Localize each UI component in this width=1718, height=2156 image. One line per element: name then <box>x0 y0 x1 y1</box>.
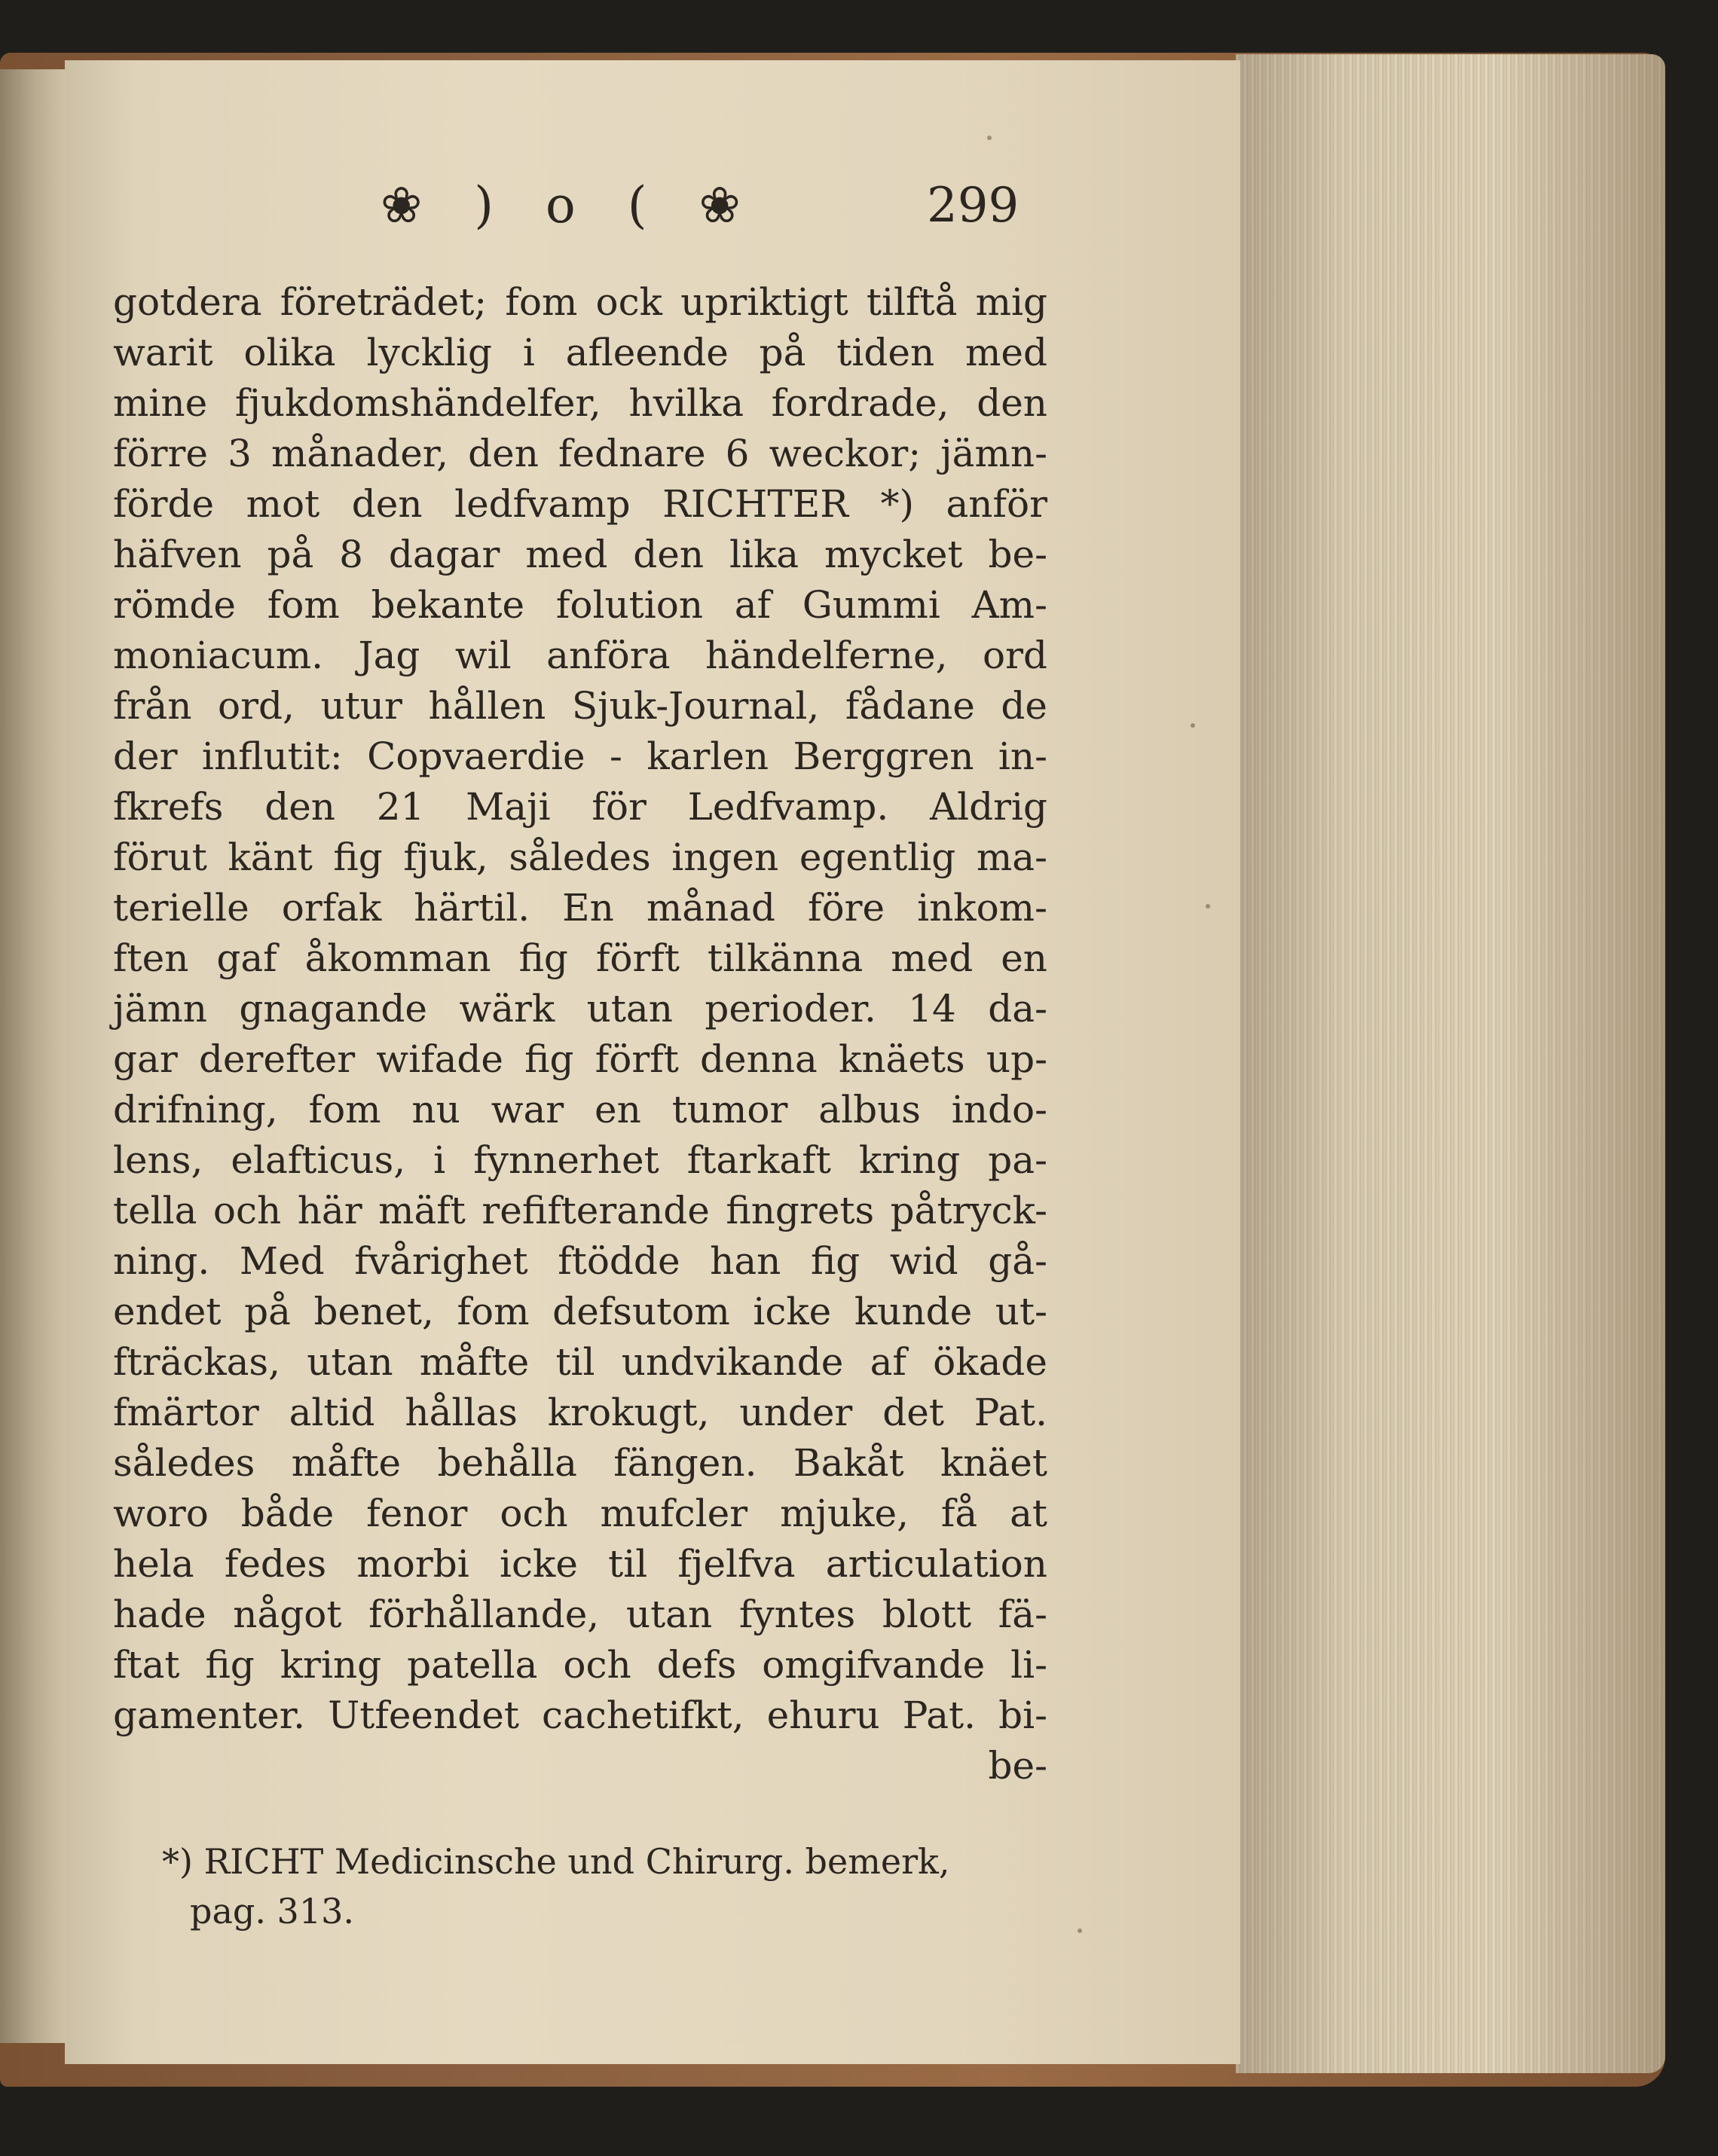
paper-speck <box>987 136 992 140</box>
text-line: lens, elafticus, i fynnerhet ftarkaft kring pa- <box>113 1138 1047 1182</box>
paper-speck <box>1191 723 1195 728</box>
text-line: gar derefter wifade fig förft denna knäets up- <box>113 1037 1047 1081</box>
running-header <box>381 172 1059 240</box>
text-line: warit olika lycklig i afleende på tiden med <box>113 331 1047 374</box>
text-line: gotdera företrädet; fom ock upriktigt tilftå mig <box>113 280 1047 324</box>
text-line: mine fjukdomshändelfer, hvilka fordrade, den <box>113 381 1047 425</box>
paper-speck <box>1078 1928 1082 1933</box>
page-number: 299 <box>927 178 1019 234</box>
text-line: der influtit: Copvaerdie - karlen Berggren in- <box>113 734 1047 778</box>
text-line: ftat fig kring patella och defs omgifvande li- <box>113 1643 1047 1687</box>
text-line: jämn gnagande wärk utan perioder. 14 da- <box>113 987 1047 1031</box>
paper-speck <box>1206 904 1210 909</box>
text-line: hade något förhållande, utan fyntes blott fä- <box>113 1593 1047 1636</box>
text-line: moniacum. Jag wil anföra händelferne, ord <box>113 634 1047 677</box>
text-line: tella och här mäft refifterande fingrets påtryck- <box>113 1189 1047 1232</box>
text-line: således måfte behålla fängen. Bakåt knäet <box>113 1441 1047 1485</box>
text-line: gamenter. Utfeendet cachetifkt, ehuru Pat. bi- <box>113 1693 1047 1737</box>
text-line: ften gaf åkomman fig förft tilkänna med en <box>113 936 1047 980</box>
text-line: förut känt fig fjuk, således ingen egentlig ma- <box>113 835 1047 879</box>
page-block-edges <box>1236 54 1665 2073</box>
text-line: woro både fenor och mufcler mjuke, få at <box>113 1492 1047 1535</box>
catchword: be- <box>988 1744 1047 1788</box>
text-line: ning. Med fvårighet ftödde han fig wid gå- <box>113 1239 1047 1283</box>
header-ornament: ❀ ) o ( ❀ <box>381 176 759 234</box>
text-line: endet på benet, fom defsutom icke kunde ut- <box>113 1290 1047 1333</box>
text-line: från ord, utur hållen Sjuk-Journal, fådane de <box>113 684 1047 728</box>
text-line: drifning, fom nu war en tumor albus indo- <box>113 1088 1047 1131</box>
text-line: römde fom bekante folution af Gummi Am- <box>113 583 1047 627</box>
text-line: förde mot den ledfvamp RICHTER *) anför <box>113 482 1047 526</box>
text-line: hela fedes morbi icke til fjelfva articulation <box>113 1542 1047 1586</box>
text-line: häfven på 8 dagar med den lika mycket be- <box>113 533 1047 576</box>
text-line: terielle orfak härtil. En månad före inkom- <box>113 886 1047 930</box>
text-line: förre 3 månader, den fednare 6 weckor; jämn- <box>113 432 1047 475</box>
text-line: fträckas, utan måfte til undvikande af ökade <box>113 1340 1047 1384</box>
footnote-line-2: pag. 313. <box>190 1891 354 1932</box>
text-line: fmärtor altid hållas krokugt, under det Pat. <box>113 1391 1047 1434</box>
text-line: fkrefs den 21 Maji för Ledfvamp. Aldrig <box>113 785 1047 829</box>
left-page-edge <box>0 69 67 2043</box>
footnote-line-1: *) RICHT Medicinsche und Chirurg. bemerk, <box>162 1841 950 1882</box>
